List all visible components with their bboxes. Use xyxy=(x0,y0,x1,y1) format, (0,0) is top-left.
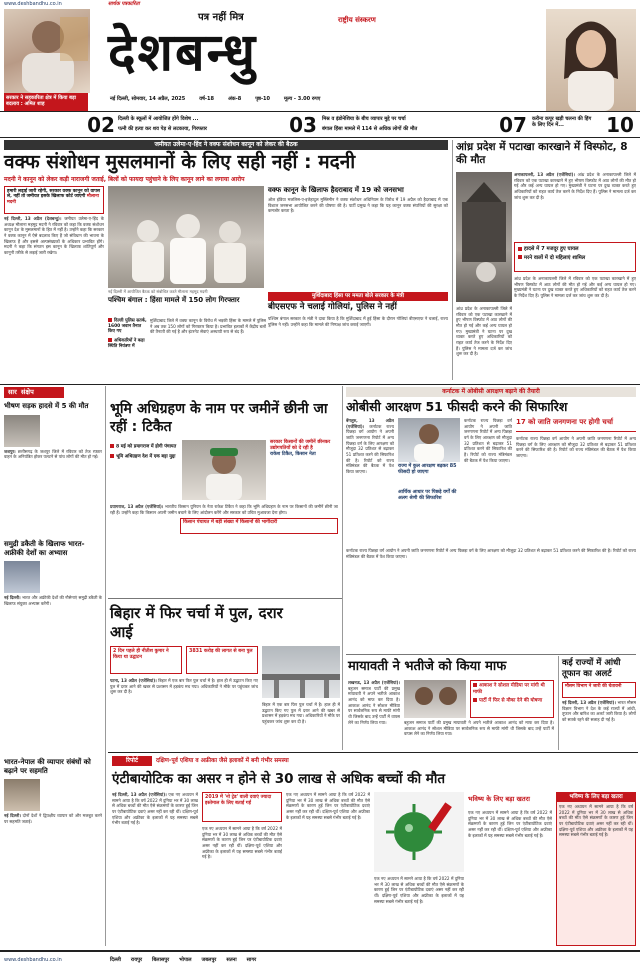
left-caption[interactable]: सरकार ने सहकारिता क्षेत्र में किया बड़ा बदलाव : अमित शाह xyxy=(4,93,88,111)
storm-dateline: नई दिल्ली, 13 अप्रैल (एजेंसियां)। xyxy=(562,700,616,705)
brief-body: नई दिल्ली। भारत और अफ्रीकी देशों की नौसेनाएं समुद्री डकैती के खिलाफ संयुक्त अभ्यास करेंगी। xyxy=(4,595,102,606)
newspaper-title: देशबन्धु xyxy=(108,22,258,83)
hyderabad-headline[interactable]: वक्फ कानून के खिलाफ हैदराबाद में 19 को जनसभा xyxy=(268,186,404,194)
portrait-illustration-right xyxy=(546,9,636,111)
footer-city: रायपुर xyxy=(130,957,143,963)
murshidabad-kicker: मुर्शिदाबाद हिंसा पर ममता बोले सरकार के मंत्री xyxy=(268,292,448,301)
mayawati-photo xyxy=(404,680,466,718)
issue-number: अंक-8 xyxy=(227,96,242,102)
report-box: 2019 में 'नो ट्रेड' वाली दवाएं ज्यादा इस्तेमाल के लिए बताई गईं xyxy=(202,792,282,822)
future-threat-title-2: भविष्य के लिए बड़ा खतरा xyxy=(468,795,530,803)
report-body-4: एक नए अध्ययन में सामने आया है कि वर्ष 2022 में दुनिया भर में 30 लाख से अधिक बच्चों की मौत ऐसे संक्रमणों के कारण हुई जिन पर एंटीबायोटिक दवाएं असर नहीं कर रही थीं। दक्षिण-पूर्व एशिया और अफ्रीका के इलाकों में यह समस्या सबसे गंभीर बताई गई है। xyxy=(374,876,464,904)
siddaramaiah-illustration xyxy=(398,418,460,462)
land-bullet: भूमि अधिग्रहण देश में एक बड़ा मुद्दा xyxy=(110,454,180,460)
lead-photo-caption: नई दिल्ली में आयोजित बैठक को संबोधित करते मौलाना महमूद मदनी xyxy=(108,289,208,294)
report-body-5: एक नए अध्ययन में सामने आया है कि वर्ष 2022 में दुनिया भर में 30 लाख से अधिक बच्चों की मौत ऐसे संक्रमणों के कारण हुई जिन पर एंटीबायोटिक दवाएं असर नहीं कर रही थीं। दक्षिण-पूर्व एशिया और अफ्रीका के इलाकों में यह समस्या सबसे गंभीर बताई गई है। xyxy=(468,810,552,838)
sar-sankshep-label xyxy=(4,387,64,398)
karnataka-quote-1: राज्य में कुल आरक्षण बढ़कर 85 फीसदी हो जाएगा xyxy=(398,464,457,475)
bihar-headline[interactable]: बिहार में फिर चर्चा में पुल, दरार आई xyxy=(110,604,283,641)
pull-quote-byline: मौलाना मदनी xyxy=(7,194,99,205)
top-strip xyxy=(0,0,640,9)
teaser-line: दिल्ली के स्कूलों में आयोजित होंगे विशेष ... xyxy=(118,116,199,122)
brief-photo xyxy=(4,561,40,593)
wb-headline[interactable]: पश्चिम बंगाल : हिंसा मामले में 150 लोग गिरफ्तार xyxy=(108,296,240,304)
report-kicker: दक्षिण-पूर्व एशिया व अफ्रीका जैसे इलाकों में बनी गंभीर समस्या xyxy=(156,758,289,764)
website-url[interactable]: www.deshbandhu.co.in xyxy=(4,1,62,7)
issue-meta xyxy=(110,96,550,104)
footer-cities xyxy=(110,957,256,963)
teaser-line: बंगाल हिंसा मामले में 114 से अधिक लोगों की मौत xyxy=(322,126,418,132)
amit-shah-photo xyxy=(4,9,90,93)
report-body-2: एक नए अध्ययन में सामने आया है कि वर्ष 2022 में दुनिया भर में 30 लाख से अधिक बच्चों की मौत ऐसे संक्रमणों के कारण हुई जिन पर एंटीबायोटिक दवाएं असर नहीं कर रही थीं। दक्षिण-पूर्व एशिया और अफ्रीका के इलाकों में यह समस्या सबसे गंभीर बताई गई है। xyxy=(202,826,282,860)
mayawati-illustration xyxy=(404,680,466,718)
brief-item[interactable] xyxy=(4,402,102,529)
karnataka-kicker: कर्नाटक में ओबीसी आरक्षण बढ़ाने की तैयारी xyxy=(346,387,636,397)
land-body-text: भारतीय किसान यूनियन के नेता राकेश टिकैत ने कहा कि भूमि अधिग्रहण के नाम पर किसानों की जमीनें छीनी जा रही हैं। उन्होंने कहा कि किसान अपनी जमीन बचाने के लिए आंदोलन करेंगे और सरकार को उचित मुआवजा देना होगा। xyxy=(110,504,338,515)
karnataka-dateline: बेंगलुरु, 13 अप्रैल (एजेंसियां)। xyxy=(346,418,394,429)
teaser-07[interactable] xyxy=(532,116,594,128)
footer-website[interactable]: www.deshbandhu.co.in xyxy=(4,957,62,963)
mayawati-box-1: आकाश ने सोशल मीडिया पर मांगी थी माफी xyxy=(473,683,545,695)
land-dateline: प्रयागराज, 13 अप्रैल (एजेंसियां)। xyxy=(110,504,164,509)
actress-photo xyxy=(546,9,636,111)
brief-photo xyxy=(4,779,40,811)
bihar-box-2: 3831 करोड़ की लागत से बना पुल xyxy=(186,646,258,674)
wb-body: मुर्शिदाबाद जिले में वक्फ कानून के विरोध में भड़की हिंसा के मामले में पुलिस ने अब तक 150 लोगों को गिरफ्तार किया है। प्रभावित इलाकों में केंद्रीय बलों की तैनाती की गई है और इंटरनेट सेवाएं अस्थायी रूप से बंद हैं। xyxy=(150,318,266,335)
andhra-body-text: आंध्र प्रदेश के अनाकापल्ली जिले में रविवार को एक पटाखा कारखाने में हुए भीषण विस्फोट में आठ लोगों की मौत हो गई और कई अन्य घायल हो गए। मुख्यमंत्री ने घटना पर दुख व्यक्त करते हुए अधिकारियों को राहत कार्य तेज करने के निर्देश दिए हैं। पुलिस ने मामला दर्ज कर जांच शुरू कर दी है। xyxy=(514,172,636,200)
karnataka-quote-2: आर्थिक आधार पर पिछड़े वर्गों की अलग श्रेणी की सिफारिश xyxy=(398,490,457,501)
lead-subhead: मदनी ने कानून को लेकर कड़ी नाराजगी जताई, बिलों को फायदा पहुंचाने के लिए कानून लाने का लगाया आरोप xyxy=(4,176,245,183)
tikait-illustration xyxy=(182,440,266,500)
virus-syringe-icon xyxy=(374,792,464,872)
karnataka-photo xyxy=(398,418,460,462)
andhra-dateline: अनाकापल्ली, 13 अप्रैल (एजेंसियां)। xyxy=(514,172,575,177)
issue-date: नई दिल्ली, सोमवार, 14 अप्रैल, 2025 xyxy=(110,96,186,102)
wb-bullets xyxy=(108,318,148,378)
footer-city: जबलपुर xyxy=(201,957,217,963)
report-body xyxy=(112,792,198,946)
andhra-photo xyxy=(456,172,512,302)
footer-city: सतना xyxy=(226,957,237,963)
fire-scene-illustration xyxy=(456,172,512,302)
mayawati-dateline: लखनऊ, 13 अप्रैल (एजेंसियां)। xyxy=(348,680,400,685)
bihar-box-1: 2 दिन पहले ही नीतीश कुमार ने किया था उद्घाटन xyxy=(110,646,182,674)
portrait-illustration xyxy=(4,9,90,93)
bihar-dateline: पटना, 13 अप्रैल (एजेंसियां)। xyxy=(110,678,157,683)
land-quote-by: राकेश टिकैत, किसान नेता xyxy=(270,452,316,457)
future-threat-box xyxy=(556,792,636,946)
land-quote-text: सरकार किसानों की जमीनें छीनकर उद्योगपतियों को दे रही है xyxy=(270,440,331,451)
karnataka-body-b: कर्नाटक राज्य पिछड़ा वर्ग आयोग ने अपनी जाति जनगणना रिपोर्ट में अन्य पिछड़ा वर्ग के लिए आरक्षण को मौजूदा 32 प्रतिशत से बढ़ाकर 51 प्रतिशत करने की सिफारिश की है। रिपोर्ट को राज्य मंत्रिमंडल की बैठक में पेश किया जाएगा। xyxy=(464,418,512,463)
karnataka-body-a xyxy=(346,418,394,544)
teaser-02[interactable] xyxy=(118,116,268,132)
report-headline[interactable]: एंटीबायोटिक का असर न होने से 30 लाख से अधिक बच्चों की मौत xyxy=(112,771,446,787)
land-quote xyxy=(270,440,338,486)
report-kicker-label: रिपोर्ट xyxy=(112,756,152,766)
footer-bar xyxy=(0,950,640,970)
footer-city: सागर xyxy=(246,957,257,963)
masthead-tagline: पत्र नहीं मित्र xyxy=(198,12,244,23)
brief-headline: भारत-नेपाल की व्यापार संबंधों को बढ़ाने पर सहमति xyxy=(4,758,91,775)
mayawati-box xyxy=(470,680,554,718)
brief-headline: भीषण सड़क हादसे में 5 की मौत xyxy=(4,402,89,410)
andhra-box-line: मरने वालों में दो महिलाएं शामिल xyxy=(518,255,632,262)
brief-body: जशपुर। छत्तीसगढ़ के जशपुर जिले में रविवार को तेज रफ्तार वाहन के अनियंत्रित होकर पलटने से पांच लोगों की मौत हो गई। xyxy=(4,448,102,460)
karnataka-side-title[interactable]: 17 को जाति जनगणना पर होगी चर्चा xyxy=(516,418,636,432)
issue-price: मूल्य - 3.00 रुपए xyxy=(284,96,321,102)
wb-bullet: अधिकारियों ने कहा स्थिति नियंत्रण में xyxy=(108,338,145,349)
tikait-photo xyxy=(182,440,266,500)
lead-headline[interactable]: वक्फ संशोधन मुसलमानों के लिए सही नहीं : मदनी xyxy=(4,151,356,173)
teaser-03[interactable] xyxy=(322,116,492,132)
andhra-body-3: आंध्र प्रदेश के अनाकापल्ली जिले में रविवार को एक पटाखा कारखाने में हुए भीषण विस्फोट में आठ लोगों की मौत हो गई और कई अन्य घायल हो गए। मुख्यमंत्री ने घटना पर दुख व्यक्त करते हुए अधिकारियों को राहत कार्य तेज करने के निर्देश दिए हैं। पुलिस ने मामला दर्ज कर जांच शुरू कर दी है। xyxy=(456,306,512,357)
andhra-body xyxy=(514,172,636,240)
tag-top: सार्थक पत्रकारिता xyxy=(108,1,140,7)
teaser-line: पत्नी की हत्या कर शव पेड़ से लटकाया, गिरफ्तार xyxy=(118,126,207,132)
land-bullet: 8 मई को प्रयागराज में होगी पंचायत xyxy=(110,444,180,450)
masthead-title[interactable] xyxy=(108,24,538,82)
mayawati-body xyxy=(348,680,400,748)
bihar-body xyxy=(110,678,258,748)
teaser-page-02[interactable]: 02 xyxy=(87,113,115,137)
teaser-page-07[interactable]: 07 xyxy=(499,113,527,137)
bridge-illustration xyxy=(262,646,340,698)
bihar-photo xyxy=(262,646,340,698)
wb-bullet: दिल्ली पुलिस सतर्क, 1600 जवान तैनात किए गए xyxy=(108,318,147,334)
bihar-body-2: बिहार में एक बार फिर पुल चर्चा में है। हाल ही में उद्घाटन किए गए पुल में दरार आने की खबर से प्रशासन में हड़कंप मच गया। अधिकारियों ने मौके पर पहुंचकर जांच शुरू कर दी है। xyxy=(262,702,340,725)
teaser-page-10[interactable]: 10 xyxy=(606,113,634,137)
mayawati-body-2: बहुजन समाज पार्टी की प्रमुख मायावती ने अपने भतीजे आकाश आनंद को माफ कर दिया है। आकाश आनंद ने सोशल मीडिया पर सार्वजनिक रूप से माफी मांगी थी जिसके बाद उन्हें पार्टी में वापस लेने का निर्णय लिया गया। xyxy=(404,720,554,737)
teaser-line: मिस्र व इंडोनेशिया के बीच व्यापार मुद्दे पर चर्चा xyxy=(322,116,406,122)
teaser-page-03[interactable]: 03 xyxy=(289,113,317,137)
sar-label: सार xyxy=(8,388,17,396)
report-illustration xyxy=(374,792,464,872)
andhra-box-title: हादसे में 7 मजदूर हुए घायल xyxy=(518,246,632,253)
future-threat-body: एक नए अध्ययन में सामने आया है कि वर्ष 2022 में दुनिया भर में 30 लाख से अधिक बच्चों की मौत ऐसे संक्रमणों के कारण हुई जिन पर एंटीबायोटिक दवाएं असर नहीं कर रही थीं। दक्षिण-पूर्व एशिया और अफ्रीका के इलाकों में यह समस्या सबसे गंभीर बताई गई है। xyxy=(559,804,633,838)
andhra-headline[interactable]: आंध्र प्रदेश में पटाखा कारखाने में विस्फोट, 8 की मौत xyxy=(456,141,628,166)
report-body-3: एक नए अध्ययन में सामने आया है कि वर्ष 2022 में दुनिया भर में 30 लाख से अधिक बच्चों की मौत ऐसे संक्रमणों के कारण हुई जिन पर एंटीबायोटिक दवाएं असर नहीं कर रही थीं। दक्षिण-पूर्व एशिया और अफ्रीका के इलाकों में यह समस्या सबसे गंभीर बताई गई है। xyxy=(286,792,370,820)
brief-headline: समुद्री डकैती के खिलाफ भारत-अफ्रीकी देशों का अभ्यास xyxy=(4,540,85,557)
bihar-body-text: बिहार में एक बार फिर पुल चर्चा में है। हाल ही में उद्घाटन किए गए पुल में दरार आने की खबर से प्रशासन में हड़कंप मच गया। अधिकारियों ने मौके पर पहुंचकर जांच शुरू कर दी है। xyxy=(110,678,258,695)
issue-year: वर्ष-18 xyxy=(199,96,214,102)
edition-label: राष्ट्रीय संस्करण xyxy=(338,16,376,24)
report-dateline: नई दिल्ली, 13 अप्रैल (एजेंसियां)। xyxy=(112,792,167,797)
teaser-line: करीना कपूर खड़ी चलना की हिंग के लिए दिन में... xyxy=(532,116,592,128)
brief-body: नई दिल्ली। दोनों देशों ने द्विपक्षीय व्यापार को और मजबूत करने पर सहमति जताई। xyxy=(4,813,102,824)
lead-dateline: नई दिल्ली, 13 अप्रैल (देशबन्धु)। xyxy=(4,216,62,221)
future-threat-title: भविष्य के लिए बड़ा खतरा xyxy=(557,793,635,802)
land-bullets xyxy=(110,444,180,460)
brief-item[interactable] xyxy=(4,758,102,923)
pull-quote-text: हमारी लड़ाई जारी रहेगी, सरकार वक्फ कानून को वापस ले, नहीं तो जमीयत इसके खिलाफ कोर्ट जाएगी xyxy=(7,189,100,200)
mayawati-box-2: पार्टी में फिर से मौका देने की घोषणा xyxy=(473,698,551,705)
brief-item[interactable] xyxy=(4,540,102,685)
lead-photo xyxy=(108,186,264,288)
pull-quote xyxy=(4,186,104,214)
andhra-body-2: आंध्र प्रदेश के अनाकापल्ली जिले में रविवार को एक पटाखा कारखाने में हुए भीषण विस्फोट में आठ लोगों की मौत हो गई और कई अन्य घायल हो गए। मुख्यमंत्री ने घटना पर दुख व्यक्त करते हुए अधिकारियों को राहत कार्य तेज करने के निर्देश दिए हैं। पुलिस ने मामला दर्ज कर जांच शुरू कर दी है। xyxy=(514,276,636,299)
sankshep-label: संक्षेप xyxy=(21,388,34,396)
report-body-text: एक नए अध्ययन में सामने आया है कि वर्ष 2022 में दुनिया भर में 30 लाख से अधिक बच्चों की मौत ऐसे संक्रमणों के कारण हुई जिन पर एंटीबायोटिक दवाएं असर नहीं कर रही थीं। दक्षिण-पूर्व एशिया और अफ्रीका के इलाकों में यह समस्या सबसे गंभीर बताई गई है। xyxy=(112,792,198,826)
meeting-illustration xyxy=(108,186,264,288)
teaser-bar xyxy=(0,111,640,138)
karnataka-headline[interactable]: ओबीसी आरक्षण 51 फीसदी करने की सिफारिश xyxy=(346,399,568,414)
brief-photo xyxy=(4,415,40,447)
mayawati-body-text: बहुजन समाज पार्टी की प्रमुख मायावती ने अपने भतीजे आकाश आनंद को माफ कर दिया है। आकाश आनंद ने सोशल मीडिया पर सार्वजनिक रूप से माफी मांगी थी जिसके बाद उन्हें पार्टी में वापस लेने का निर्णय लिया गया। xyxy=(348,685,400,725)
land-headline[interactable]: भूमि अधिग्रहण के नाम पर जमीनें छीनी जा रहीं : टिकैत xyxy=(110,401,328,435)
footer-city: दिल्ली xyxy=(110,957,121,963)
andhra-box xyxy=(514,242,636,272)
karnataka-body-c: कर्नाटक राज्य पिछड़ा वर्ग आयोग ने अपनी जाति जनगणना रिपोर्ट में अन्य पिछड़ा वर्ग के लिए आरक्षण को मौजूदा 32 प्रतिशत से बढ़ाकर 51 प्रतिशत करने की सिफारिश की है। रिपोर्ट को राज्य मंत्रिमंडल की बैठक में पेश किया जाएगा। xyxy=(346,548,636,559)
hyderabad-body: ऑल इंडिया मजलिस-ए-इत्तेहादुल मुस्लिमीन ने वक्फ संशोधन अधिनियम के विरोध में 19 अप्रैल को हैदराबाद में एक विशाल जनसभा आयोजित करने की घोषणा की है। पार्टी प्रमुख ने कहा कि यह कानून वक्फ संपत्तियों की सुरक्षा को कमजोर करता है। xyxy=(268,197,448,214)
storm-body-text: भारत मौसम विज्ञान विभाग ने देश के कई राज्यों में आंधी, तूफान और बारिश का अलर्ट जारी किया है। लोगों को सतर्क रहने की सलाह दी गई है। xyxy=(562,700,636,723)
lead-body-text: जमीयत उलेमा-ए-हिंद के अध्यक्ष मौलाना महमूद मदनी ने रविवार को कहा कि वक्फ संशोधन कानून देश के मुसलमानों के हित में नहीं है। उन्होंने कहा कि सरकार ने वक्फ कानून में ऐसे बदलाव किए हैं जो संविधान की भावना के खिलाफ हैं और इससे अल्पसंख्यकों के अधिकार प्रभावित होंगे। मदनी ने कहा कि संगठन इस कानून के खिलाफ शांतिपूर्ण और कानूनी तरीके से लड़ाई जारी रखेगा। xyxy=(4,216,104,256)
murshidabad-body: पश्चिम बंगाल सरकार के मंत्री ने दावा किया है कि मुर्शिदाबाद में हुई हिंसा के दौरान गोलियां बीएसएफ ने चलाईं, राज्य पुलिस ने नहीं। उन्होंने कहा कि मामले की निष्पक्ष जांच कराई जाएगी। xyxy=(268,316,448,327)
issue-pages: पृष्ठ-10 xyxy=(255,96,271,102)
footer-city: भोपाल xyxy=(179,957,192,963)
footer-city: बिलासपुर xyxy=(152,957,170,963)
lead-body xyxy=(4,216,104,344)
land-box: किसान पंचायत में बड़ी संख्या में किसानों की भागीदारी xyxy=(180,518,338,534)
storm-body xyxy=(562,700,636,748)
lead-kicker: जमीयत उलेमा-ए-हिंद ने वक्फ संशोधन कानून को लेकर की बैठक xyxy=(4,140,448,150)
karnataka-side-body: कर्नाटक राज्य पिछड़ा वर्ग आयोग ने अपनी जाति जनगणना रिपोर्ट में अन्य पिछड़ा वर्ग के लिए आरक्षण को मौजूदा 32 प्रतिशत से बढ़ाकर 51 प्रतिशत करने की सिफारिश की है। रिपोर्ट को राज्य मंत्रिमंडल की बैठक में पेश किया जाएगा। xyxy=(516,436,636,459)
mayawati-headline[interactable]: मायावती ने भतीजे को किया माफ xyxy=(348,659,507,674)
storm-headline[interactable]: कई राज्यों में आंधी तूफान का अलर्ट xyxy=(562,658,621,679)
storm-box: मौसम विभाग ने जारी की चेतावनी xyxy=(562,682,636,698)
murshidabad-headline[interactable]: बीएसएफ ने चलाई गोलियां, पुलिस ने नहीं xyxy=(268,302,397,312)
karnataka-body-text: कर्नाटक राज्य पिछड़ा वर्ग आयोग ने अपनी जाति जनगणना रिपोर्ट में अन्य पिछड़ा वर्ग के लिए आरक्षण को मौजूदा 32 प्रतिशत से बढ़ाकर 51 प्रतिशत करने की सिफारिश की है। रिपोर्ट को राज्य मंत्रिमंडल की बैठक में पेश किया जाएगा। xyxy=(346,423,394,475)
